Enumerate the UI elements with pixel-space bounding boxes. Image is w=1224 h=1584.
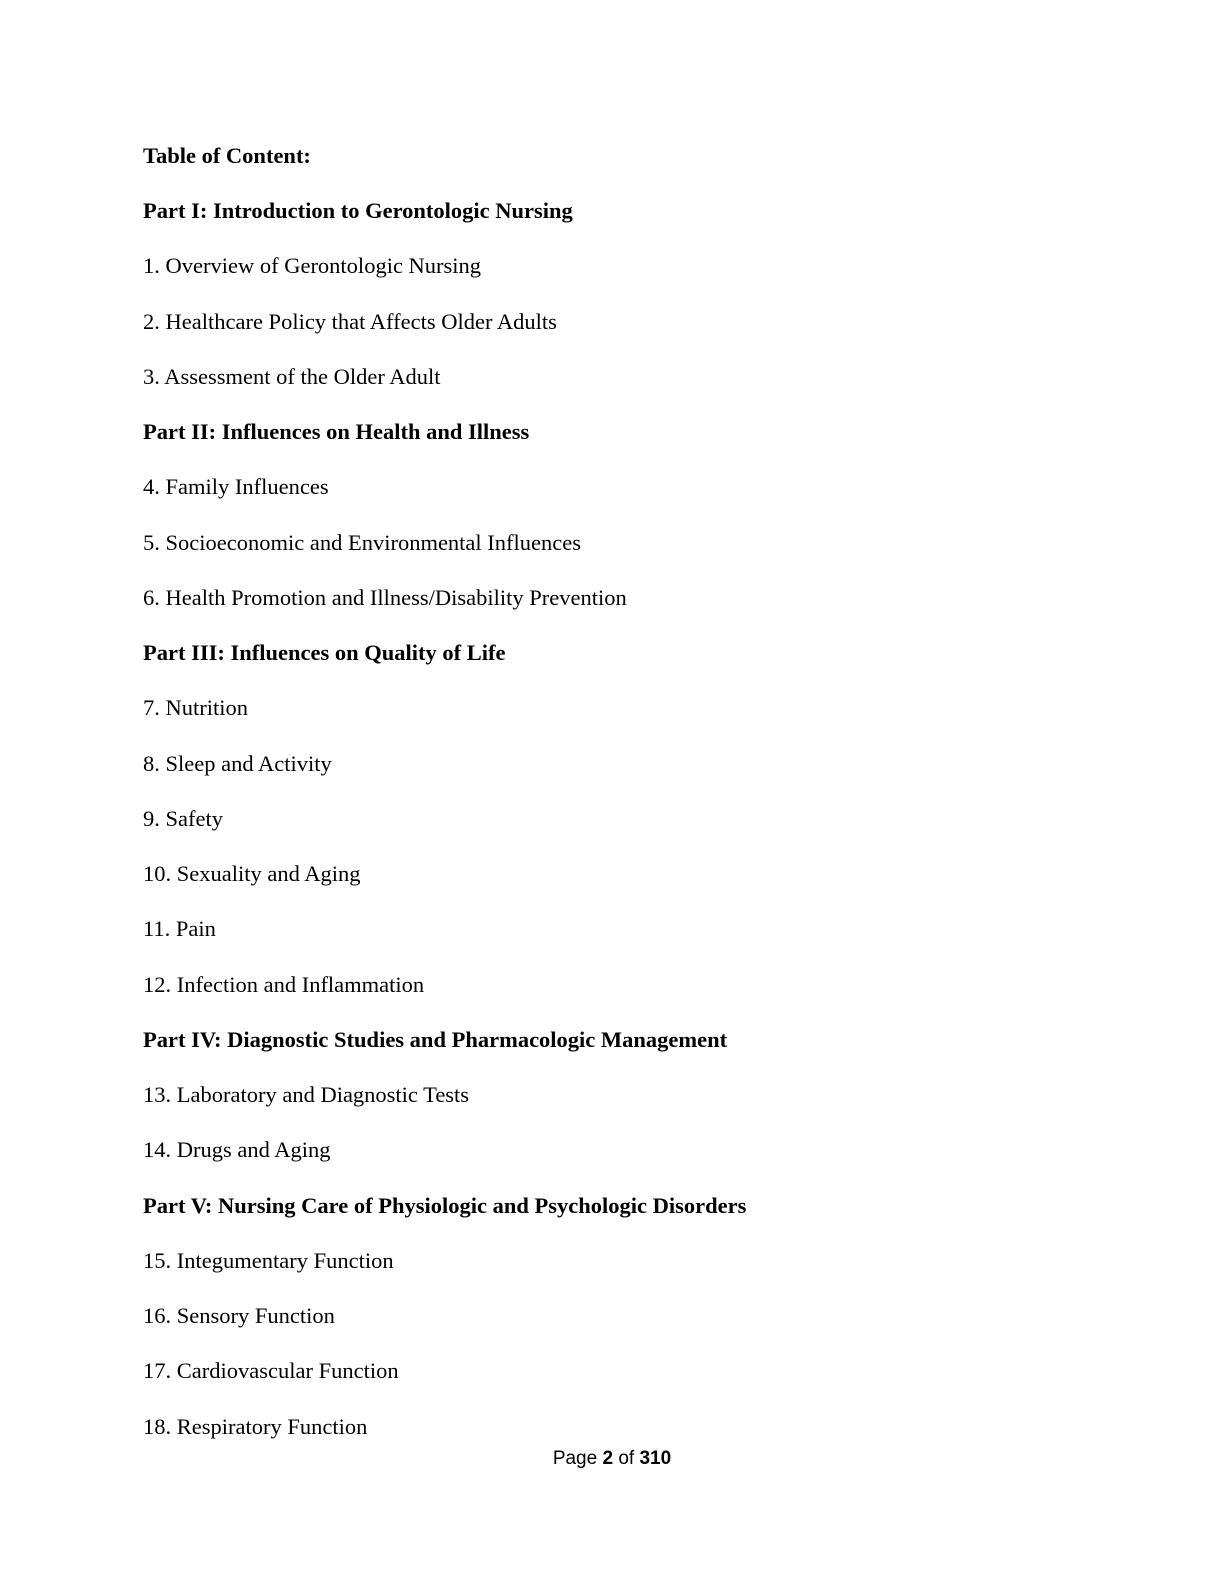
toc-chapter-item: 6. Health Promotion and Illness/Disability Prevention bbox=[143, 585, 627, 610]
toc-chapter-item: 3. Assessment of the Older Adult bbox=[143, 364, 441, 389]
toc-part-heading: Part I: Introduction to Gerontologic Nursing bbox=[143, 198, 573, 223]
current-page-number: 2 bbox=[602, 1448, 614, 1469]
of-label: of bbox=[618, 1448, 635, 1469]
total-pages-number: 310 bbox=[639, 1448, 672, 1469]
toc-chapter-item: 12. Infection and Inflammation bbox=[143, 972, 425, 997]
toc-chapter-item: 9. Safety bbox=[143, 806, 223, 831]
toc-heading: Table of Content: bbox=[143, 143, 311, 168]
toc-chapter-item: 16. Sensory Function bbox=[143, 1303, 335, 1328]
toc-chapter-item: 13. Laboratory and Diagnostic Tests bbox=[143, 1082, 470, 1107]
toc-chapter-item: 4. Family Influences bbox=[143, 474, 329, 499]
toc-chapter-item: 11. Pain bbox=[143, 916, 216, 941]
page-label: Page bbox=[552, 1448, 598, 1469]
toc-chapter-item: 8. Sleep and Activity bbox=[143, 751, 332, 776]
toc-chapter-item: 17. Cardiovascular Function bbox=[143, 1358, 399, 1383]
toc-part-heading: Part V: Nursing Care of Physiologic and Psychologic Disorders bbox=[143, 1193, 747, 1218]
toc-chapter-item: 5. Socioeconomic and Environmental Influences bbox=[143, 530, 581, 555]
toc-part-heading: Part II: Influences on Health and Illness bbox=[143, 419, 530, 444]
toc-chapter-item: 1. Overview of Gerontologic Nursing bbox=[143, 253, 482, 278]
toc-chapter-item: 14. Drugs and Aging bbox=[143, 1137, 331, 1162]
toc-part-heading: Part III: Influences on Quality of Life bbox=[143, 640, 506, 665]
toc-chapter-item: 10. Sexuality and Aging bbox=[143, 861, 361, 886]
toc-part-heading: Part IV: Diagnostic Studies and Pharmacologic Management bbox=[143, 1027, 728, 1052]
toc-chapter-item: 18. Respiratory Function bbox=[143, 1414, 368, 1439]
page-footer bbox=[0, 1447, 1224, 1471]
toc-chapter-item: 15. Integumentary Function bbox=[143, 1248, 394, 1273]
toc-chapter-item: 2. Healthcare Policy that Affects Older Adults bbox=[143, 309, 557, 334]
toc-chapter-item: 7. Nutrition bbox=[143, 695, 248, 720]
